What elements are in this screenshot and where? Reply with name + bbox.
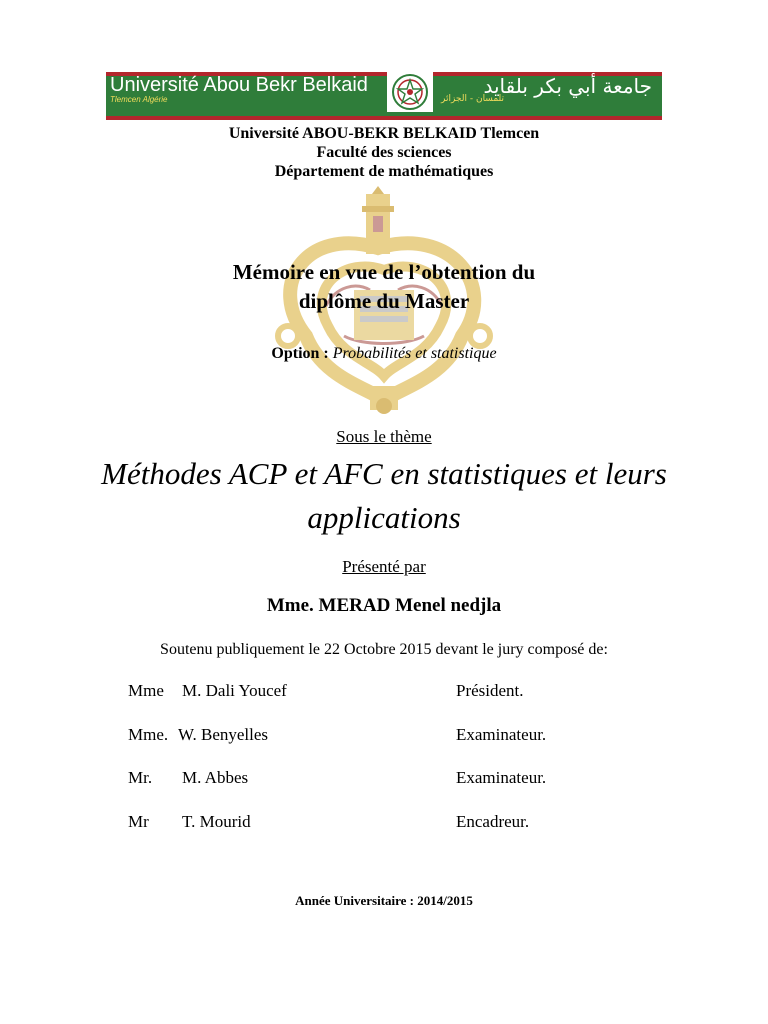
- thesis-type: [0, 258, 768, 316]
- university-banner: [106, 72, 662, 120]
- presented-by-label: Présenté par: [342, 557, 426, 576]
- academic-year: Année Universitaire : 2014/2015: [295, 893, 473, 908]
- main-title-line-2: applications: [307, 500, 461, 535]
- jury-member-role: Examinateur.: [456, 725, 547, 744]
- jury-member-title: Mr.: [128, 768, 153, 787]
- jury-member-title: Mme.: [128, 725, 169, 744]
- main-title-line-1: Méthodes ACP et AFC en statistiques et leurs: [101, 456, 667, 491]
- option-label: Option :: [271, 345, 329, 362]
- thesis-type-line-1: Mémoire en vue de l’obtention du: [232, 260, 536, 284]
- defense-statement: Soutenu publiquement le 22 Octobre 2015 devant le jury composé de:: [160, 641, 608, 658]
- theme-label: Sous le thème: [336, 427, 432, 446]
- banner-university-name-ar: جامعة أبي بكر بلقايد: [483, 74, 652, 98]
- jury-member-name: M. Abbes: [182, 768, 249, 787]
- jury-row: [0, 811, 768, 833]
- jury-row: [0, 767, 768, 789]
- jury-row: [0, 680, 768, 702]
- faculty-name: Faculté des sciences: [316, 144, 452, 161]
- banner-red-stripe-bottom: [106, 116, 662, 120]
- institution-block: [0, 124, 768, 181]
- banner-university-name-fr: Université Abou Bekr Belkaid: [110, 74, 368, 96]
- option-value: Probabilités et statistique: [332, 345, 497, 362]
- jury-member-title: Mr: [128, 812, 149, 831]
- university-name: Université ABOU-BEKR BELKAID Tlemcen: [228, 125, 540, 142]
- thesis-main-title: [0, 452, 768, 540]
- university-seal-icon: [387, 72, 433, 112]
- jury-member-role: Encadreur.: [456, 812, 530, 831]
- department-name: Département de mathématiques: [274, 163, 494, 180]
- jury-member-role: Président.: [456, 681, 524, 700]
- banner-city-fr: Tlemcen Algérie: [110, 95, 168, 104]
- thesis-type-line-2: diplôme du Master: [298, 289, 470, 313]
- author-name: Mme. MERAD Menel nedjla: [266, 595, 502, 616]
- jury-member-name: T. Mourid: [182, 812, 251, 831]
- jury-member-name: W. Benyelles: [178, 725, 269, 744]
- jury-member-name: M. Dali Youcef: [182, 681, 287, 700]
- option-line: [0, 343, 768, 365]
- banner-city-ar: تلمسان - الجزائر: [441, 94, 505, 104]
- jury-member-title: Mme: [128, 681, 164, 700]
- jury-member-role: Examinateur.: [456, 768, 547, 787]
- jury-row: [0, 724, 768, 746]
